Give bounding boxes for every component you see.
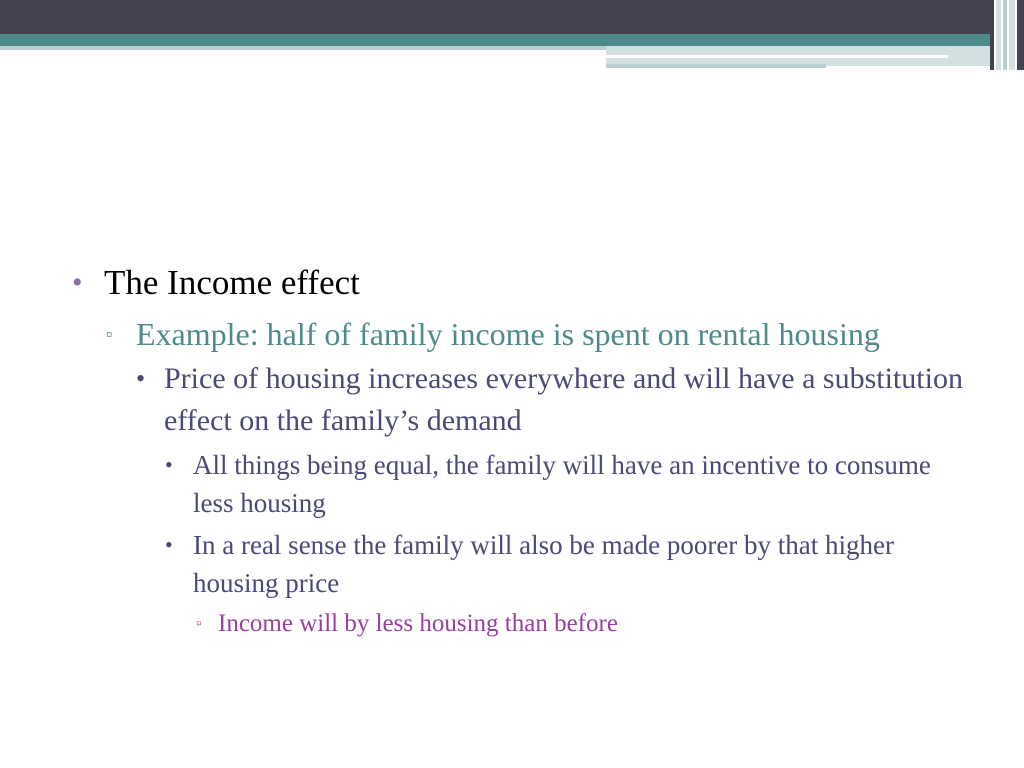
bullet-item-income-effect <box>72 262 972 304</box>
bullet-text: In a real sense the family will also be made poorer by that higher housing price <box>193 530 895 598</box>
bullet-item-price-increase <box>136 358 964 442</box>
slide-body <box>72 262 972 642</box>
square-bullet-icon: ▫ <box>106 324 113 344</box>
bullet-text: Example: half of family income is spent on rental housing <box>136 316 880 352</box>
bullet-text: All things being equal, the family will have an incentive to consume less housing <box>193 450 931 518</box>
bullet-text: The Income effect <box>104 263 360 302</box>
round-bullet-icon: • <box>72 266 83 299</box>
bullet-text: Price of housing increases everywhere and will have a substitution effect on the family’s demand <box>164 362 963 437</box>
dot-bullet-icon: • <box>165 532 173 557</box>
header-stripes <box>990 0 1024 70</box>
dot-bullet-icon: • <box>136 364 146 393</box>
header-light-bar <box>0 46 606 50</box>
header-teal-bar <box>0 34 1024 46</box>
header-accent-line <box>606 55 948 58</box>
dot-bullet-icon: • <box>165 452 173 477</box>
bullet-text: Income will by less housing than before <box>218 610 618 637</box>
square-bullet-icon: ▫ <box>196 616 202 632</box>
bullet-item-example <box>106 312 936 356</box>
bullet-item-less-housing <box>196 606 918 642</box>
header-accent-underline <box>606 64 826 68</box>
bullet-item-poorer <box>165 526 963 602</box>
header-dark-bar <box>0 0 1024 34</box>
bullet-item-incentive <box>165 446 963 522</box>
